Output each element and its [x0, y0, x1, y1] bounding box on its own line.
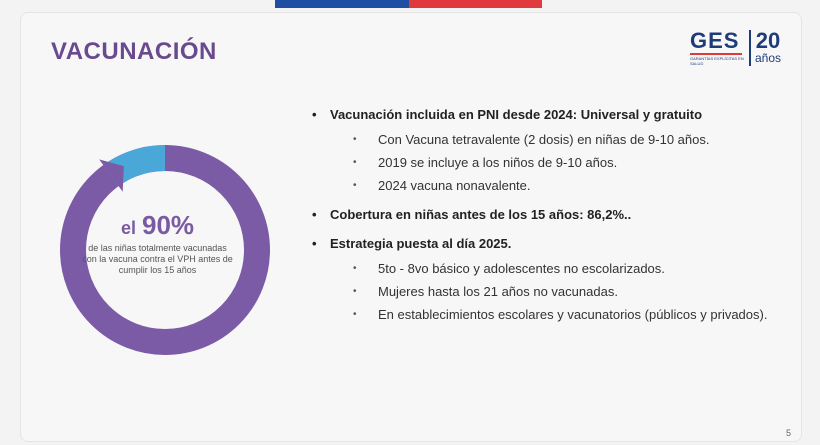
bullet-text: Cobertura en niñas antes de los 15 años: 86,2%.. [330, 207, 632, 222]
bullet-item [312, 206, 782, 223]
page-number: 5 [786, 428, 792, 438]
sub-bullet-dot: • [353, 134, 357, 145]
sub-bullet-item [312, 283, 782, 300]
sub-bullet-text: 2024 vacuna nonavalente. [378, 178, 531, 193]
donut-label [80, 210, 235, 276]
years-word: años [755, 51, 782, 65]
ges-logo-word: GES [690, 28, 740, 53]
top-color-bar [275, 0, 542, 8]
bullet-item [312, 235, 782, 252]
sub-bullet-dot: • [353, 309, 357, 320]
sub-bullet-item [312, 260, 782, 277]
bullet-text: Estrategia puesta al día 2025. [330, 236, 512, 251]
donut-percent [80, 210, 235, 241]
sub-bullet-dot: • [353, 263, 357, 274]
donut-percent-prefix: el [120, 218, 136, 238]
ges-20-logo [690, 30, 781, 66]
sub-bullet-dot: • [353, 157, 357, 168]
sub-bullet-text: 2019 se incluye a los niños de 9-10 años. [378, 155, 618, 170]
top-bar-red [409, 0, 543, 8]
sub-bullet-item [312, 154, 782, 171]
slide-title: VACUNACIÓN [51, 38, 217, 65]
bullet-item [312, 106, 782, 123]
bullet-list [312, 106, 782, 329]
sub-bullet-item [312, 177, 782, 194]
ges-logo-block [690, 30, 745, 66]
donut-percent-value: 90% [141, 210, 195, 240]
bullet-text: Vacunación incluida en PNI desde 2024: Universal y gratuito [330, 107, 703, 122]
years-block [755, 30, 781, 64]
sub-bullet-item [312, 306, 782, 323]
donut-description: de las niñas totalmente vacunadas con la vacuna contra el VPH antes de cumplir los 15 años [82, 243, 233, 275]
sub-bullet-dot: • [353, 286, 357, 297]
sub-bullet-text: En establecimientos escolares y vacunatorios (públicos y privados). [378, 307, 768, 322]
top-bar-blue [275, 0, 409, 8]
years-number: 20 [755, 28, 781, 53]
sub-bullet-text: 5to - 8vo básico y adolescentes no escolarizados. [378, 261, 665, 276]
logo-divider [749, 30, 751, 66]
sub-bullet-text: Mujeres hasta los 21 años no vacunadas. [378, 284, 618, 299]
sub-bullet-text: Con Vacuna tetravalente (2 dosis) en niñas de 9-10 años. [378, 132, 710, 147]
ges-logo-underline [690, 53, 742, 55]
ges-logo-subtitle: GARANTÍAS EXPLÍCITAS EN SALUD [690, 56, 744, 66]
sub-bullet-item [312, 131, 782, 148]
sub-bullet-dot: • [353, 180, 357, 191]
